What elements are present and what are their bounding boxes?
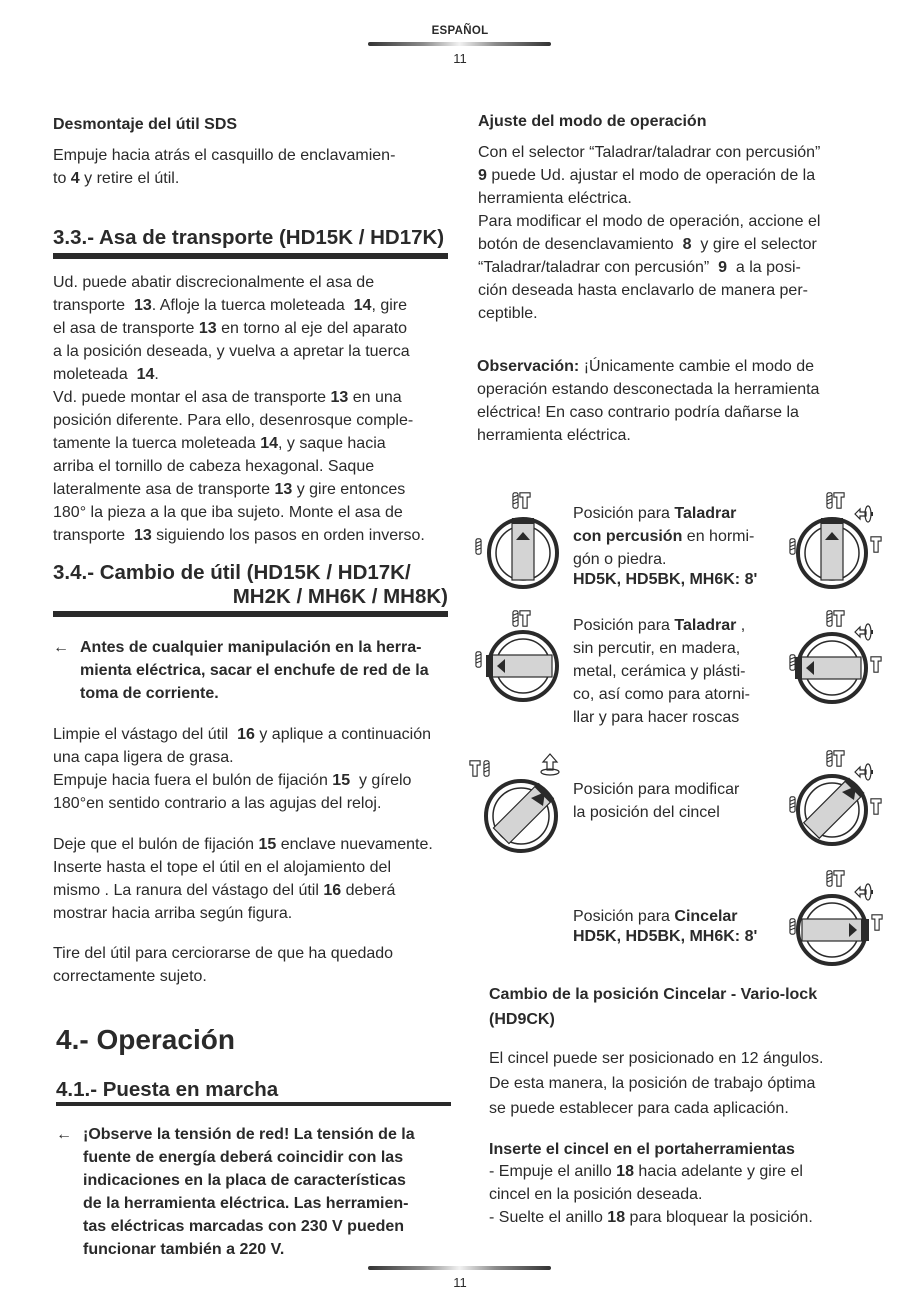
dial-hammer-drill-left <box>472 490 567 590</box>
dial-chisel-right <box>786 868 886 968</box>
dial-drill-right <box>786 608 886 708</box>
text-line: ¡Observe la tensión de red! La tensión de la <box>83 1126 415 1143</box>
text-line: ceptible. <box>478 305 538 322</box>
section-3-4-para-1 <box>53 723 478 815</box>
text-line: herramienta eléctrica. <box>477 427 631 444</box>
text-line: Observación: ¡Únicamente cambie el modo de <box>477 358 815 375</box>
text-line: Empuje hacia atrás el casquillo de enclavamien- <box>53 147 396 164</box>
mode-paragraph <box>478 141 898 325</box>
text-line: - Empuje el anillo 18 hacia adelante y gire el <box>489 1163 803 1180</box>
text-line: Tire del útil para cerciorarse de que ha quedado <box>53 945 394 962</box>
header-divider <box>368 42 551 46</box>
text-line: “Taladrar/taladrar con percusión” 9 a la posi- <box>478 259 801 276</box>
section-rule <box>56 1102 451 1106</box>
position-chisel-caption: Posición para Cincelar HD5K, HD5BK, MH6K: 8' <box>573 908 758 945</box>
header-page-number: 11 <box>453 51 467 66</box>
section-3-4-para-2 <box>53 833 478 925</box>
text-line: moleteada 14. <box>53 366 159 383</box>
text-line: transporte 13. Afloje la tuerca moleteada 14, gire <box>53 297 408 314</box>
footer-page-number: 11 <box>453 1275 467 1290</box>
arrow-left-icon: ← <box>53 639 69 656</box>
text-line: tas eléctricas marcadas con 230 V pueden <box>83 1218 405 1235</box>
text-line: Limpie el vástago del útil 16 y aplique a continuación <box>53 726 432 743</box>
section-rule <box>53 611 448 617</box>
dial-chisel-adjust-right <box>786 748 886 848</box>
text-line: toma de corriente. <box>80 685 219 702</box>
text-line: eléctrica! En caso contrario podría dañarse la <box>477 404 799 421</box>
insert-chisel-steps <box>489 1160 899 1229</box>
text-line: herramienta eléctrica. <box>478 190 632 207</box>
text-line: se puede establecer para cada aplicación. <box>489 1100 789 1117</box>
text-line: Antes de cualquier manipulación en la herra- <box>80 639 422 656</box>
sds-heading: Desmontaje del útil SDS <box>53 116 238 133</box>
text-line: De esta manera, la posición de trabajo óptima <box>489 1075 816 1092</box>
text-line: tamente la tuerca moleteada 14, y saque hacia <box>53 435 386 452</box>
mode-heading: Ajuste del modo de operación <box>478 113 707 130</box>
insert-chisel-heading: Inserte el cincel en el portaherramientas <box>489 1141 795 1158</box>
section-rule <box>53 253 448 259</box>
text-line: botón de desenclavamiento 8 y gire el selector <box>478 236 817 253</box>
text-line: arriba el tornillo de cabeza hexagonal. Saque <box>53 458 375 475</box>
text-line: Con el selector “Taladrar/taladrar con percusión” <box>478 144 821 161</box>
observation-label: Observación: <box>477 358 580 375</box>
text-line: a la posición deseada, y vuelva a apretar la tuerca <box>53 343 410 360</box>
text-line: Deje que el bulón de fijación 15 enclave nuevamente. <box>53 836 433 853</box>
text-line: lateralmente asa de transporte 13 y gire entonces <box>53 481 406 498</box>
position-drill-caption: Posición para Taladrar , sin percutir, en madera, metal, cerámica y plásti- co, así como para atorni- llar y para hacer roscas <box>573 617 750 726</box>
text-line: mienta eléctrica, sacar el enchufe de red de la <box>80 662 429 679</box>
text-line: El cincel puede ser posicionado en 12 ángulos. <box>489 1050 824 1067</box>
text-line: 180° la pieza a la que iba sujeto. Monte el asa de <box>53 504 403 521</box>
text-line: funcionar también a 220 V. <box>83 1241 285 1258</box>
header-language: ESPAÑOL <box>431 25 489 37</box>
warning-unplug <box>53 636 473 705</box>
sds-paragraph <box>53 144 463 190</box>
text-line: - Suelte el anillo 18 para bloquear la posición. <box>489 1209 813 1226</box>
text-line: Vd. puede montar el asa de transporte 13 en una <box>53 389 402 406</box>
dial-drill-left <box>472 608 567 708</box>
section-3-4-heading-line1: 3.4.- Cambio de útil (HD15K / HD17K/ <box>53 561 411 584</box>
text-line: mostrar hacia arriba según figura. <box>53 905 293 922</box>
text-line: fuente de energía deberá coincidir con las <box>83 1149 404 1166</box>
text-line: Empuje hacia fuera el bulón de fijación 15 y gírelo <box>53 772 412 789</box>
text-line: Ud. puede abatir discrecionalmente el asa de <box>53 274 375 291</box>
section-3-3-body <box>53 271 473 547</box>
text-line: Inserte hasta el tope el útil en el alojamiento del <box>53 859 391 876</box>
text-line: mismo . La ranura del vástago del útil 16 deberá <box>53 882 396 899</box>
text-line: Para modificar el modo de operación, accione el <box>478 213 821 230</box>
text-line: 180°en sentido contrario a las agujas del reloj. <box>53 795 382 812</box>
text-line: indicaciones en la placa de características <box>83 1172 406 1189</box>
position-chisel-adjust-caption: Posición para modificar la posición del cincel <box>573 781 740 821</box>
section-3-4-para-3 <box>53 942 478 988</box>
text-line: operación estando desconectada la herramienta <box>477 381 820 398</box>
text-line: to 4 y retire el útil. <box>53 170 180 187</box>
text-line: 9 puede Ud. ajustar el modo de operación de la <box>478 167 816 184</box>
observation-note <box>477 355 897 447</box>
text-line: ción deseada hasta enclavarlo de manera per- <box>478 282 808 299</box>
text-line: posición diferente. Para ello, desenrosque comple- <box>53 412 414 429</box>
text-line: de la herramienta eléctrica. Las herramien- <box>83 1195 409 1212</box>
vario-lock-heading: Cambio de la posición Cincelar - Vario-lock (HD9CK) <box>489 986 818 1028</box>
section-3-3-heading: 3.3.- Asa de transporte (HD15K / HD17K) <box>53 226 445 249</box>
warning-voltage <box>56 1123 476 1261</box>
arrow-left-icon: ← <box>56 1126 72 1143</box>
chapter-4-heading: 4.- Operación <box>56 1024 235 1055</box>
text-line: una capa ligera de grasa. <box>53 749 234 766</box>
dial-hammer-drill-right <box>786 490 886 590</box>
vario-lock-paragraph <box>489 1046 899 1121</box>
footer-divider <box>368 1266 551 1270</box>
text-line: correctamente sujeto. <box>53 968 207 985</box>
section-4-1-heading: 4.1.- Puesta en marcha <box>56 1078 279 1101</box>
position-hammer-drill-caption: Posición para Taladrar con percusión en hormi- gón o piedra. HD5K, HD5BK, MH6K: 8' <box>573 505 758 588</box>
text-line: transporte 13 siguiendo los pasos en orden inverso. <box>53 527 425 544</box>
text-line: el asa de transporte 13 en torno al eje del aparato <box>53 320 408 337</box>
dial-chisel-adjust-left <box>465 752 575 854</box>
section-3-4-heading-line2: MH2K / MH6K / MH8K) <box>232 585 448 608</box>
text-line: cincel en la posición deseada. <box>489 1186 703 1203</box>
